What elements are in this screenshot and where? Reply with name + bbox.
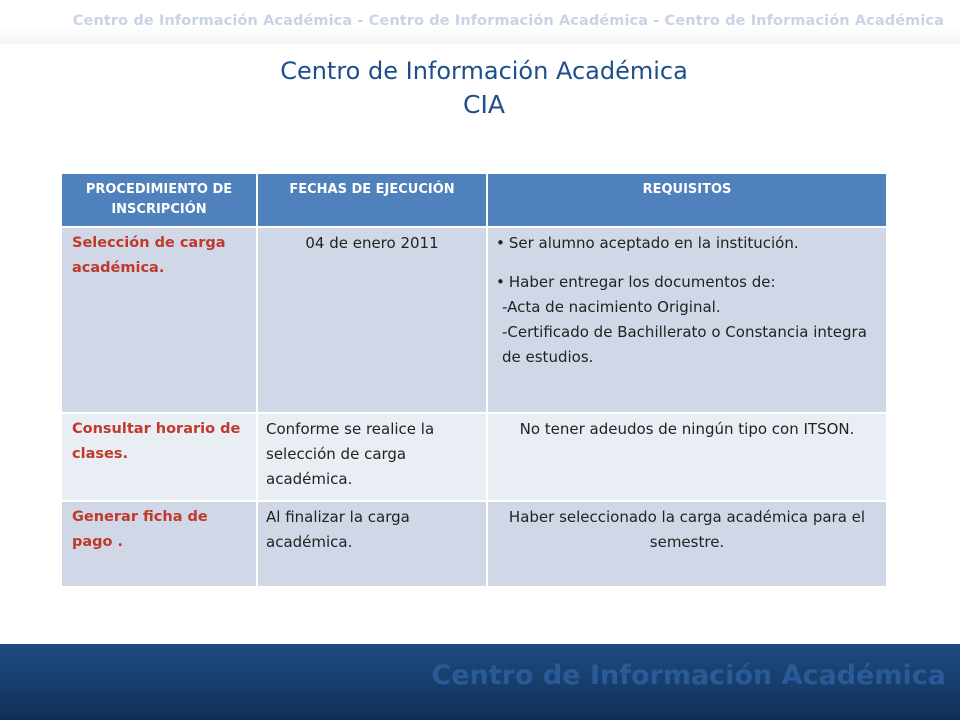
header-procedimiento: PROCEDIMIENTO DE INSCRIPCIÓN [61,173,257,227]
fecha-cell: Al finalizar la carga académica. [257,501,487,587]
procedimiento-cell: Consultar horario de clases. [61,413,257,501]
header-requisitos: REQUISITOS [487,173,887,227]
footer-text: Centro de Información Académica [431,660,946,691]
table-row [61,227,887,413]
requisito-subitem: -Acta de nacimiento Original. [502,298,721,316]
fecha-cell: 04 de enero 2011 [257,227,487,413]
top-banner-text: Centro de Información Académica - Centro de Información Académica - Centro de Información Académica [72,13,944,29]
title-line-1: Centro de Información Académica [280,57,688,85]
fecha-cell: Conforme se realice la selección de carga académica. [257,413,487,501]
requisito-subitem: -Certificado de Bachillerato o Constancia integra de estudios. [502,323,867,366]
header-fechas: FECHAS DE EJECUCIÓN [257,173,487,227]
requisitos-cell [487,227,887,413]
title-line-2: CIA [463,90,505,119]
requisito-item: • Haber entregar los documentos de: [496,270,878,295]
procedimiento-cell: Selección de carga académica. [61,227,257,413]
requisito-item: • Ser alumno aceptado en la institución. [496,231,878,256]
table-header-row [61,173,887,227]
procedimiento-cell: Generar ficha de pago . [61,501,257,587]
footer-band [0,644,960,720]
top-banner [0,0,960,44]
procedures-table [60,172,886,588]
table-row [61,413,887,501]
table-row [61,501,887,587]
requisitos-cell: No tener adeudos de ningún tipo con ITSON. [487,413,887,501]
page-title [196,54,772,122]
requisitos-cell: Haber seleccionado la carga académica para el semestre. [487,501,887,587]
